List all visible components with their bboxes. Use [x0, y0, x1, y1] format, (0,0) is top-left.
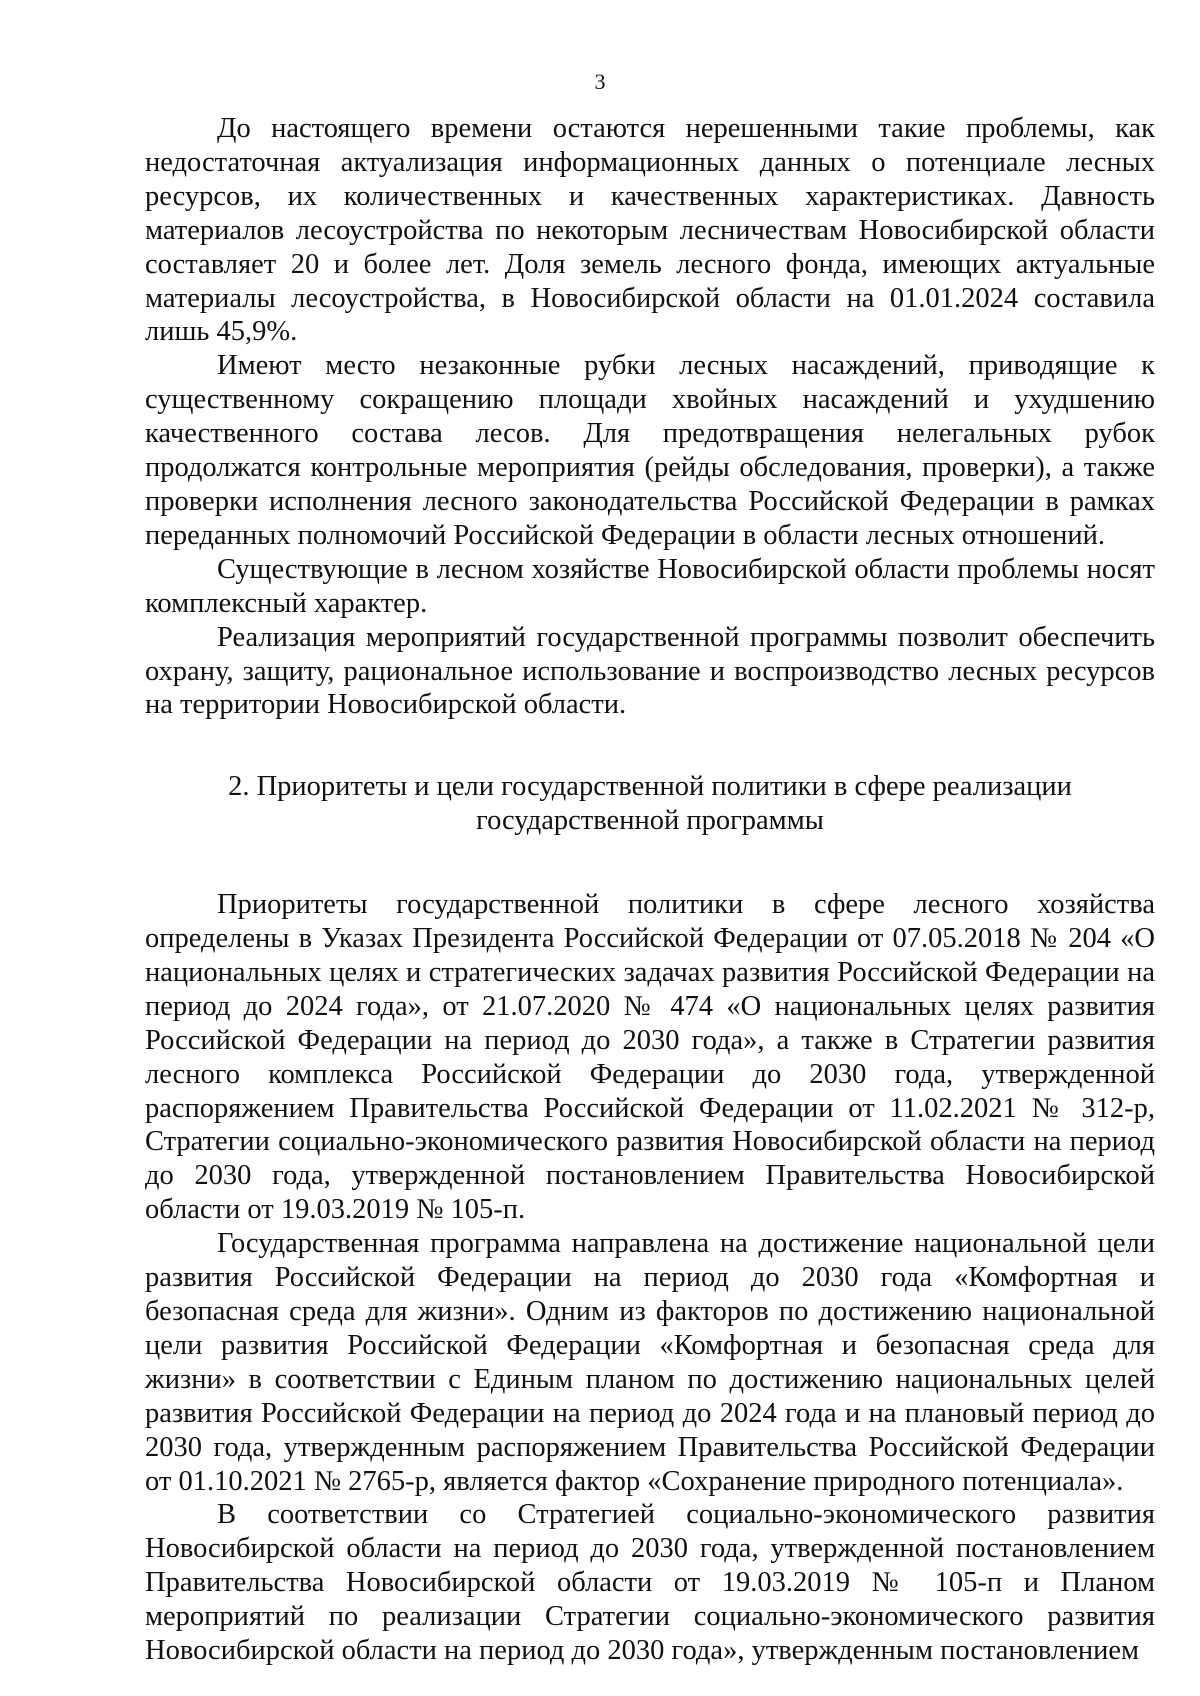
paragraph-national-goal: Государственная программа направлена на достижение национальной цели развития Российской Федерации на период до 2030 года «Комфортная и безопасная среда для жизни». Одним из факторов по достижению национальной цели развития Российской Федерации «Комфортная и безопасная среда для жизни» в соответствии с Единым планом по достижению национальных целей развития Российской Федерации на период до 2024 года и на плановый период до 2030 года, утвержденным распоряжением Правительства Российской Федерации от 01.10.2021 № 2765-р, является фактор «Сохранение природного потенциала».	[145, 1228, 1155, 1497]
paragraph-program-implementation: Реализация мероприятий государственной программы позволит обеспечить охрану, защиту, рациональное использование и воспроизводство лесных ресурсов на территории Новосибирской области.	[145, 621, 1155, 721]
paragraph-policy-priorities: Приоритеты государственной политики в сфере лесного хозяйства определены в Указах Президента Российской Федерации от 07.05.2018 № 204 «О национальных целях и стратегических задачах развития Российской Федерации на период до 2024 года», от 21.07.2020 № 474 «О национальных целях развития Российской Федерации на период до 2030 года», а также в Стратегии развития лесного комплекса Российской Федерации до 2030 года, утвержденной распоряжением Правительства Российской Федерации от 11.02.2021 № 312-р, Стратегии социально-экономического развития Новосибирской области на период до 2030 года, утвержденной постановлением Правительства Новосибирской области от 19.03.2019 № 105-п.	[145, 889, 1155, 1226]
spacer	[145, 838, 1155, 888]
section-heading-line-1: 2. Приоритеты и цели государственной политики в сфере реализации	[228, 771, 1072, 803]
paragraph-illegal-logging: Имеют место незаконные рубки лесных насаждений, приводящие к существенному сокращению площади хвойных насаждений и ухудшению качественного состава лесов. Для предотвращения нелегальных рубок продолжатся контрольные мероприятия (рейды обследования, проверки), а также проверки исполнения лесного законодательства Российской Федерации в рамках переданных полномочий Российской Федерации в области лесных отношений.	[145, 350, 1155, 551]
paragraph-strategy-plan: В соответствии со Стратегией социально-экономического развития Новосибирской области на период до 2030 года, утвержденной постановлением Правительства Новосибирской области от 19.03.2019 № 105-п и Планом мероприятий по реализации Стратегии социально-экономического развития Новосибирской области на период до 2030 года», утвержденным постановлением	[145, 1499, 1155, 1667]
paragraph-problems-data: До настоящего времени остаются нерешенными такие проблемы, как недостаточная актуализация информационных данных о потенциале лесных ресурсов, их количественных и качественных характеристиках. Давность материалов лесоустройства по некоторым лесничествам Новосибирской области составляет 20 и более лет. Доля земель лесного фонда, имеющих актуальные материалы лесоустройства, в Новосибирской области на 01.01.2024 составила лишь 45,9%.	[145, 113, 1155, 348]
spacer	[145, 722, 1155, 770]
section-heading	[145, 770, 1155, 838]
paragraph-complex-problems: Существующие в лесном хозяйстве Новосибирской области проблемы носят комплексный характер.	[145, 553, 1155, 619]
page-number: 3	[594, 69, 606, 94]
document-body	[145, 112, 1155, 1668]
section-heading-line-2: государственной программы	[476, 805, 824, 837]
